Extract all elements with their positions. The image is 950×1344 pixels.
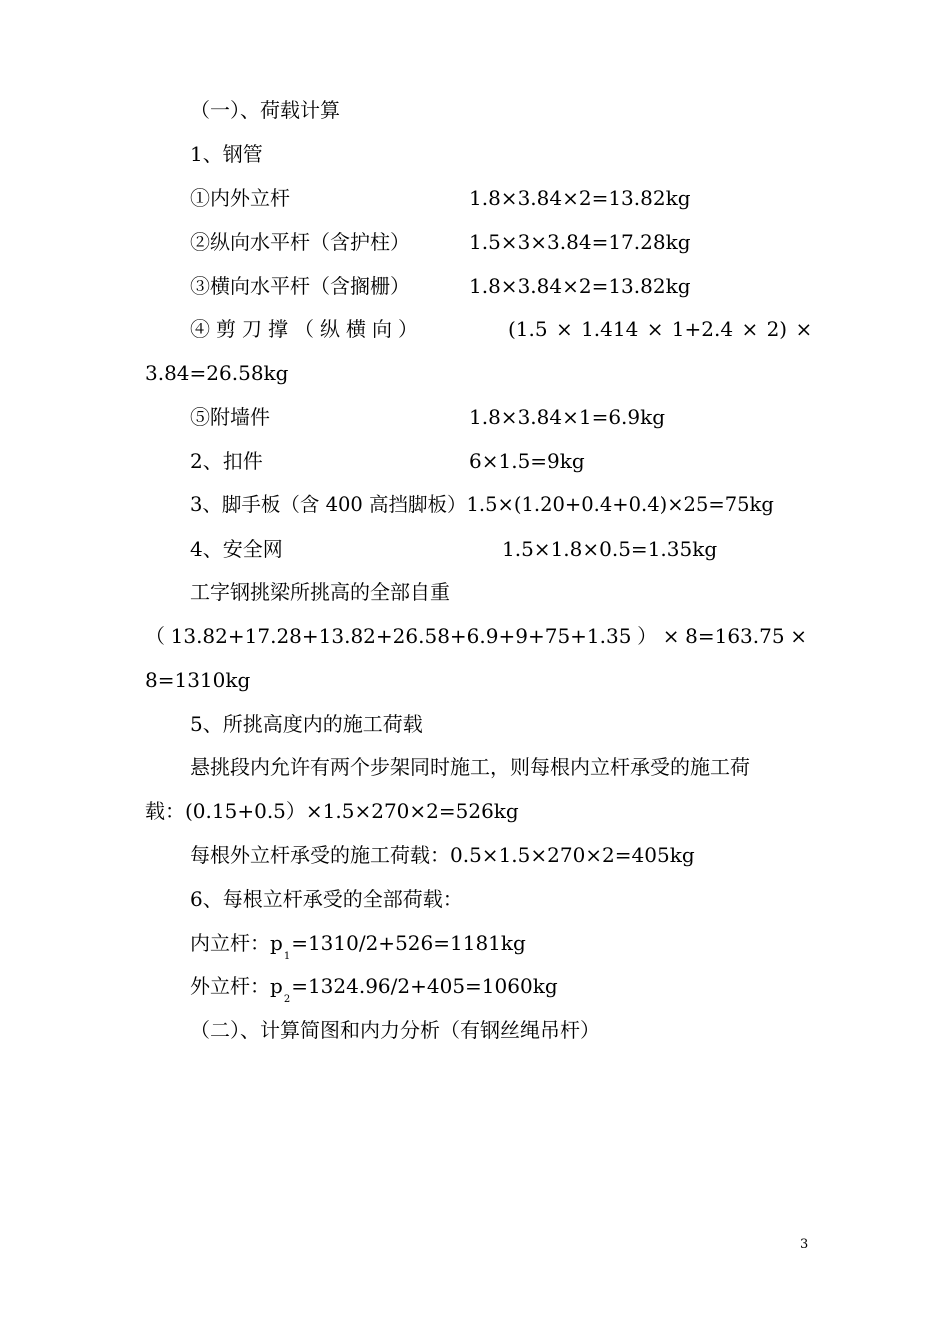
construction-load-text: 悬挑段内允许有两个步架同时施工，则每根内立杆承受的施工荷 bbox=[190, 755, 750, 779]
row-uprights-label: ①内外立杆 bbox=[190, 186, 290, 210]
section-heading-load-calc: （一）、荷载计算 bbox=[190, 98, 340, 122]
row-longitudinal-value: 1.5×3×3.84=17.28kg bbox=[469, 230, 691, 254]
row-transverse-label: ③横向水平杆（含搁栅） bbox=[190, 274, 410, 298]
construction-load-inner: 载：(0.15+0.5）×1.5×270×2=526kg bbox=[145, 799, 519, 823]
inner-upright-load bbox=[190, 929, 526, 962]
formula-times-1: × bbox=[662, 624, 680, 648]
item-couplers-value: 6×1.5=9kg bbox=[469, 449, 585, 473]
self-weight-formula bbox=[145, 622, 807, 650]
formula-sum: 13.82+17.28+13.82+26.58+6.9+9+75+1.35 bbox=[170, 624, 632, 648]
section-heading-analysis: （二）、计算简图和内力分析（有钢丝绳吊杆） bbox=[190, 1018, 600, 1042]
item-scaffold-board: 3、脚手板（含 400 高挡脚板）1.5×(1.20+0.4+0.4)×25=75kg bbox=[190, 493, 774, 516]
formula-close-paren: ） bbox=[637, 624, 658, 648]
item-steel-pipe: 1、钢管 bbox=[190, 142, 263, 166]
inner-upright-label: 内立杆：p bbox=[190, 931, 283, 955]
page-number: 3 bbox=[800, 1237, 809, 1252]
outer-upright-formula: =1324.96/2+405=1060kg bbox=[291, 974, 558, 998]
item-safety-net-value: 1.5×1.8×0.5=1.35kg bbox=[502, 537, 718, 561]
formula-times-2: × bbox=[790, 624, 807, 648]
row-bracing-value: (1.5 × 1.414 × 1+2.4 × 2) × bbox=[508, 317, 813, 341]
item-couplers-label: 2、扣件 bbox=[190, 449, 263, 473]
outer-upright-load bbox=[190, 972, 558, 1005]
formula-result-1: 8=163.75 bbox=[685, 624, 785, 648]
row-bracing-value-cont: 3.84=26.58kg bbox=[145, 361, 289, 385]
outer-upright-subscript: 2 bbox=[283, 994, 291, 1005]
formula-open-paren: （ bbox=[145, 624, 165, 648]
item-construction-load: 5、所挑高度内的施工荷载 bbox=[190, 712, 423, 736]
inner-upright-formula: =1310/2+526=1181kg bbox=[291, 931, 526, 955]
self-weight-heading: 工字钢挑梁所挑高的全部自重 bbox=[190, 580, 450, 604]
row-longitudinal-label: ②纵向水平杆（含护柱） bbox=[190, 230, 410, 254]
outer-upright-label: 外立杆：p bbox=[190, 974, 283, 998]
item-total-load: 6、每根立杆承受的全部荷载： bbox=[190, 887, 463, 911]
inner-upright-subscript: 1 bbox=[283, 951, 291, 962]
row-wall-ties-label: ⑤附墙件 bbox=[190, 405, 270, 429]
row-wall-ties-value: 1.8×3.84×1=6.9kg bbox=[469, 405, 666, 429]
item-safety-net-label: 4、安全网 bbox=[190, 537, 283, 561]
self-weight-total: 8=1310kg bbox=[145, 668, 251, 692]
construction-load-outer: 每根外立杆承受的施工荷载：0.5×1.5×270×2=405kg bbox=[190, 843, 695, 867]
row-uprights-value: 1.8×3.84×2=13.82kg bbox=[469, 186, 691, 210]
row-transverse-value: 1.8×3.84×2=13.82kg bbox=[469, 274, 691, 298]
row-bracing-label: ④剪刀撑（纵横向） bbox=[190, 317, 424, 341]
